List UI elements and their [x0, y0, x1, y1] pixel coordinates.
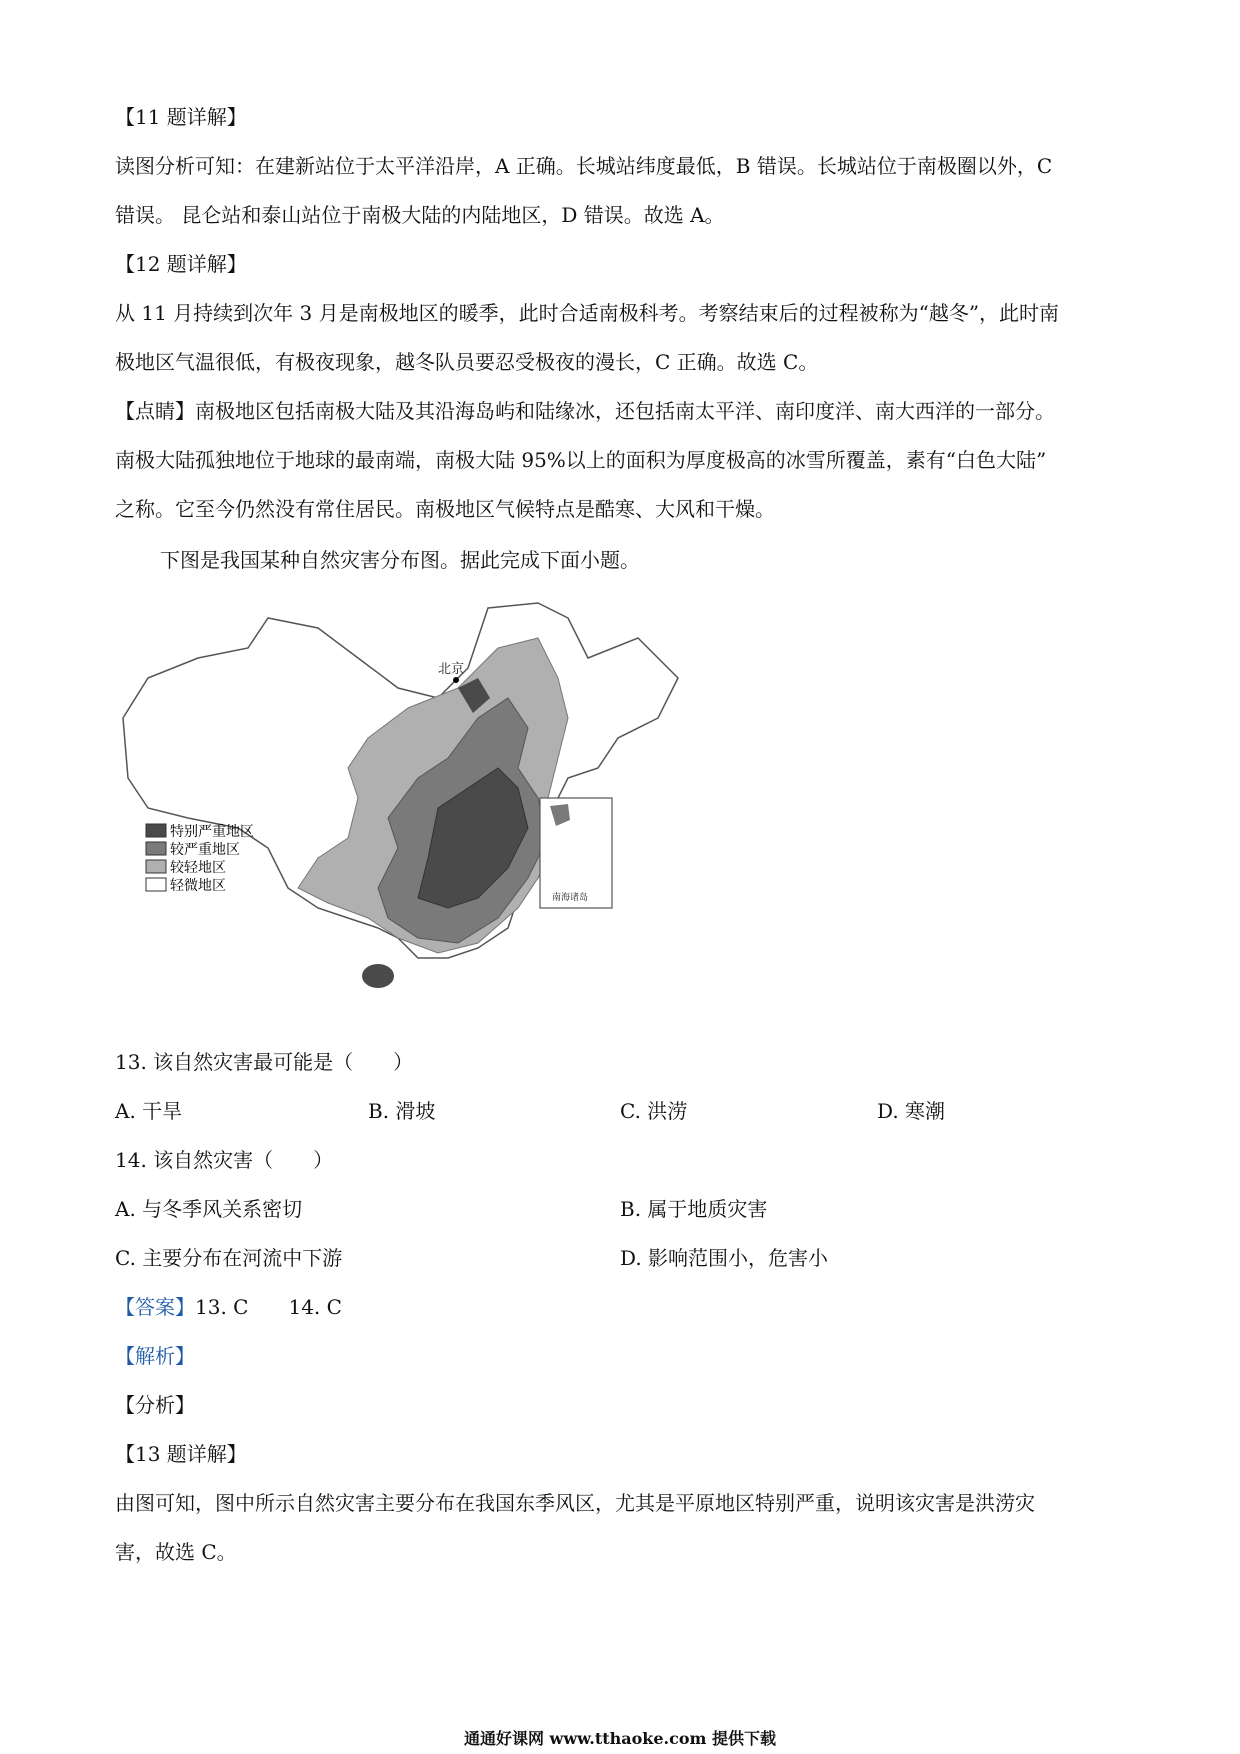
- legend-swatch-severe: [146, 824, 166, 837]
- q13-detail-heading: 【13 题详解】: [115, 1442, 247, 1466]
- answer-line: [115, 1293, 342, 1321]
- q12-text-line2: 极地区气温很低，有极夜现象，越冬队员要忍受极夜的漫长，C 正确。故选 C。: [115, 350, 819, 374]
- legend-swatch-light: [146, 860, 166, 873]
- q13-detail-line2: 害，故选 C。: [115, 1540, 237, 1564]
- answer-q14: 14. C: [288, 1295, 342, 1319]
- q12-text-line1: 从 11 月持续到次年 3 月是南极地区的暖季，此时合适南极科考。考察结束后的过程被称为“越冬”，此时南: [115, 301, 1060, 325]
- q11-text-line2: 错误。 昆仑站和泰山站位于南极大陆的内陆地区，D 错误。故选 A。: [115, 203, 725, 227]
- legend-swatch-slight: [146, 878, 166, 891]
- inset-label: 南海诸岛: [552, 893, 589, 903]
- q13-detail-line1: 由图可知，图中所示自然灾害主要分布在我国东季风区，尤其是平原地区特别严重，说明该灾害是洪涝灾: [115, 1491, 1035, 1515]
- q11-heading: 【11 题详解】: [115, 105, 247, 129]
- q13-stem: 13. 该自然灾害最可能是（ ）: [115, 1050, 414, 1074]
- tip-line3: 之称。它至今仍然没有常住居民。南极地区气候特点是酷寒、大风和干燥。: [115, 497, 775, 521]
- legend-label-severe: 特别严重地区: [170, 824, 254, 840]
- q11-text-line1: 读图分析可知：在建新站位于太平洋沿岸，A 正确。长城站纬度最低，B 错误。长城站位于南极圈以外，C: [115, 154, 1053, 178]
- q14-option-a: A. 与冬季风关系密切: [115, 1197, 303, 1221]
- q13-option-d: D. 寒潮: [877, 1099, 946, 1123]
- beijing-marker: [453, 677, 459, 683]
- legend-label-slight: 轻微地区: [170, 878, 226, 894]
- footer-credit: 通通好课网 www.tthaoke.com 提供下载: [463, 1729, 777, 1748]
- intro-caption: 下图是我国某种自然灾害分布图。据此完成下面小题。: [160, 548, 640, 572]
- answer-label: 【答案】: [115, 1295, 195, 1319]
- q14-option-c: C. 主要分布在河流中下游: [115, 1246, 343, 1270]
- q13-option-a: A. 干旱: [115, 1099, 183, 1123]
- q14-option-b: B. 属于地质灾害: [620, 1197, 768, 1221]
- south-china-sea-inset: [540, 798, 612, 908]
- fenxi-label: 【分析】: [115, 1393, 195, 1417]
- legend-label-light: 较轻地区: [170, 860, 226, 876]
- analysis-label: 【解析】: [115, 1344, 195, 1368]
- q13-option-c: C. 洪涝: [620, 1099, 688, 1123]
- beijing-label: 北京: [438, 662, 465, 677]
- legend-swatch-moderate: [146, 842, 166, 855]
- answer-q13: 13. C: [195, 1295, 249, 1319]
- tip-line2: 南极大陆孤独地位于地球的最南端，南极大陆 95%以上的面积为厚度极高的冰雪所覆盖，素有“白色大陆”: [115, 448, 1047, 472]
- q12-heading: 【12 题详解】: [115, 252, 247, 276]
- hainan-island: [362, 964, 394, 988]
- map-legend: [146, 823, 254, 894]
- q13-option-b: B. 滑坡: [368, 1099, 436, 1123]
- legend-label-moderate: 较严重地区: [170, 842, 240, 858]
- q14-stem: 14. 该自然灾害（ ）: [115, 1148, 334, 1172]
- tip-line1: 【点睛】南极地区包括南极大陆及其沿海岛屿和陆缘冰，还包括南太平洋、南印度洋、南大西洋的一部分。: [115, 399, 1055, 423]
- disaster-distribution-map: [118, 598, 698, 1018]
- q14-option-d: D. 影响范围小，危害小: [620, 1246, 829, 1270]
